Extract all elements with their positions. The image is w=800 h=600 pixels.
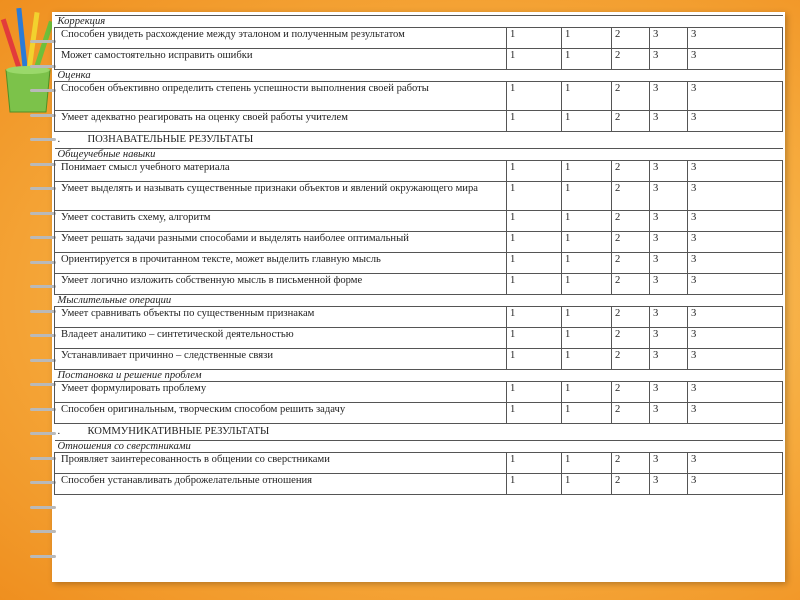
section-label: Общеучебные навыки bbox=[55, 149, 783, 161]
section-row bbox=[55, 16, 783, 28]
score-cell: 1 bbox=[507, 49, 562, 70]
score-cell: 1 bbox=[562, 182, 612, 211]
ring-binding bbox=[30, 334, 56, 337]
criterion-cell: Умеет формулировать проблему bbox=[55, 382, 507, 403]
ring-binding bbox=[30, 359, 56, 362]
score-cell: 2 bbox=[612, 82, 650, 111]
score-cell: 2 bbox=[612, 474, 650, 495]
score-cell: 3 bbox=[650, 349, 688, 370]
score-cell: 3 bbox=[688, 232, 783, 253]
score-cell: 1 bbox=[562, 453, 612, 474]
table-row bbox=[55, 453, 783, 474]
section-label: Отношения со сверстниками bbox=[55, 441, 783, 453]
criterion-cell: Умеет составить схему, алгоритм bbox=[55, 211, 507, 232]
score-cell: 2 bbox=[612, 274, 650, 295]
criterion-cell: Умеет выделять и называть существенные признаки объектов и явлений окружающего мира bbox=[55, 182, 507, 211]
score-cell: 1 bbox=[562, 82, 612, 111]
criterion-cell: Способен оригинальным, творческим способом решить задачу bbox=[55, 403, 507, 424]
score-cell: 1 bbox=[507, 274, 562, 295]
score-cell: 1 bbox=[507, 182, 562, 211]
score-cell: 1 bbox=[507, 111, 562, 132]
ring-binding bbox=[30, 212, 56, 215]
score-cell: 3 bbox=[650, 474, 688, 495]
ring-binding bbox=[30, 65, 56, 68]
section-label: Мыслительные операции bbox=[55, 295, 783, 307]
score-cell: 3 bbox=[688, 253, 783, 274]
table-row bbox=[55, 307, 783, 328]
score-cell: 2 bbox=[612, 161, 650, 182]
section-row bbox=[55, 295, 783, 307]
table-row bbox=[55, 111, 783, 132]
score-cell: 1 bbox=[562, 474, 612, 495]
score-cell: 3 bbox=[650, 403, 688, 424]
score-cell: 1 bbox=[562, 28, 612, 49]
score-cell: 3 bbox=[650, 382, 688, 403]
score-cell: 3 bbox=[650, 182, 688, 211]
category-heading-row bbox=[55, 424, 783, 441]
score-cell: 1 bbox=[507, 307, 562, 328]
table-row bbox=[55, 49, 783, 70]
score-cell: 1 bbox=[562, 403, 612, 424]
score-cell: 3 bbox=[688, 307, 783, 328]
ring-binding bbox=[30, 89, 56, 92]
score-cell: 3 bbox=[688, 274, 783, 295]
criterion-cell: Проявляет заинтересованность в общении со сверстниками bbox=[55, 453, 507, 474]
score-cell: 1 bbox=[507, 403, 562, 424]
score-cell: 3 bbox=[688, 111, 783, 132]
ring-binding bbox=[30, 383, 56, 386]
score-cell: 3 bbox=[688, 82, 783, 111]
ring-binding bbox=[30, 432, 56, 435]
score-cell: 2 bbox=[612, 28, 650, 49]
score-cell: 1 bbox=[507, 382, 562, 403]
heading-number: . bbox=[57, 426, 61, 437]
table-row bbox=[55, 382, 783, 403]
criterion-cell: Умеет адекватно реагировать на оценку своей работы учителем bbox=[55, 111, 507, 132]
ring-binding bbox=[30, 138, 56, 141]
score-cell: 3 bbox=[650, 232, 688, 253]
score-cell: 2 bbox=[612, 453, 650, 474]
table-row bbox=[55, 328, 783, 349]
criterion-cell: Способен устанавливать доброжелательные отношения bbox=[55, 474, 507, 495]
score-cell: 3 bbox=[650, 111, 688, 132]
score-cell: 1 bbox=[507, 161, 562, 182]
section-label: Оценка bbox=[55, 70, 783, 82]
score-cell: 1 bbox=[562, 253, 612, 274]
score-cell: 1 bbox=[562, 349, 612, 370]
score-cell: 3 bbox=[650, 211, 688, 232]
score-cell: 3 bbox=[650, 307, 688, 328]
score-cell: 2 bbox=[612, 307, 650, 328]
score-cell: 1 bbox=[562, 161, 612, 182]
criterion-cell: Ориентируется в прочитанном тексте, может выделить главную мысль bbox=[55, 253, 507, 274]
score-cell: 2 bbox=[612, 211, 650, 232]
score-cell: 2 bbox=[612, 111, 650, 132]
score-cell: 1 bbox=[507, 232, 562, 253]
section-row bbox=[55, 370, 783, 382]
ring-binding bbox=[30, 40, 56, 43]
score-cell: 2 bbox=[612, 328, 650, 349]
ring-binding bbox=[30, 457, 56, 460]
ring-binding bbox=[30, 481, 56, 484]
section-row bbox=[55, 149, 783, 161]
table-row bbox=[55, 161, 783, 182]
score-cell: 1 bbox=[507, 328, 562, 349]
category-heading bbox=[55, 132, 783, 149]
table-row bbox=[55, 474, 783, 495]
table-row bbox=[55, 253, 783, 274]
score-cell: 3 bbox=[688, 211, 783, 232]
score-cell: 1 bbox=[507, 474, 562, 495]
score-cell: 1 bbox=[562, 274, 612, 295]
criterion-cell: Понимает смысл учебного материала bbox=[55, 161, 507, 182]
category-heading bbox=[55, 424, 783, 441]
ring-binding bbox=[30, 506, 56, 509]
criterion-cell: Способен объективно определить степень успешности выполнения своей работы bbox=[55, 82, 507, 111]
score-cell: 2 bbox=[612, 349, 650, 370]
score-cell: 1 bbox=[562, 111, 612, 132]
score-cell: 1 bbox=[507, 82, 562, 111]
table-row bbox=[55, 403, 783, 424]
criterion-cell: Может самостоятельно исправить ошибки bbox=[55, 49, 507, 70]
score-cell: 2 bbox=[612, 253, 650, 274]
score-cell: 3 bbox=[688, 161, 783, 182]
ring-binding bbox=[30, 163, 56, 166]
ring-binding bbox=[30, 408, 56, 411]
score-cell: 1 bbox=[562, 382, 612, 403]
score-cell: 3 bbox=[688, 182, 783, 211]
score-cell: 3 bbox=[650, 274, 688, 295]
table-row bbox=[55, 82, 783, 111]
score-cell: 3 bbox=[650, 161, 688, 182]
category-heading-row bbox=[55, 132, 783, 149]
score-cell: 1 bbox=[507, 253, 562, 274]
score-cell: 3 bbox=[650, 49, 688, 70]
table-row bbox=[55, 274, 783, 295]
score-cell: 2 bbox=[612, 382, 650, 403]
section-row bbox=[55, 441, 783, 453]
score-cell: 2 bbox=[612, 232, 650, 253]
score-cell: 2 bbox=[612, 182, 650, 211]
score-cell: 1 bbox=[507, 211, 562, 232]
score-cell: 3 bbox=[688, 453, 783, 474]
table-row bbox=[55, 28, 783, 49]
score-cell: 3 bbox=[688, 328, 783, 349]
heading-label: КОММУНИКАТИВНЫЕ РЕЗУЛЬТАТЫ bbox=[87, 426, 270, 437]
score-cell: 3 bbox=[688, 28, 783, 49]
score-cell: 3 bbox=[650, 328, 688, 349]
score-cell: 3 bbox=[688, 349, 783, 370]
score-cell: 1 bbox=[507, 453, 562, 474]
ring-binding bbox=[30, 555, 56, 558]
score-cell: 1 bbox=[507, 28, 562, 49]
score-cell: 3 bbox=[650, 253, 688, 274]
criterion-cell: Устанавливает причинно – следственные связи bbox=[55, 349, 507, 370]
heading-number: . bbox=[57, 134, 61, 145]
ring-binding bbox=[30, 187, 56, 190]
score-cell: 3 bbox=[688, 474, 783, 495]
score-cell: 1 bbox=[562, 307, 612, 328]
ring-binding bbox=[30, 114, 56, 117]
score-cell: 3 bbox=[650, 28, 688, 49]
table-row bbox=[55, 182, 783, 211]
score-cell: 2 bbox=[612, 49, 650, 70]
criterion-cell: Владеет аналитико – синтетической деятельностью bbox=[55, 328, 507, 349]
ring-binding bbox=[30, 530, 56, 533]
heading-label: ПОЗНАВАТЕЛЬНЫЕ РЕЗУЛЬТАТЫ bbox=[87, 134, 254, 145]
score-cell: 3 bbox=[688, 382, 783, 403]
ring-binding bbox=[30, 310, 56, 313]
score-cell: 1 bbox=[507, 349, 562, 370]
results-table bbox=[54, 15, 783, 495]
score-cell: 1 bbox=[562, 211, 612, 232]
ring-binding bbox=[30, 236, 56, 239]
score-cell: 1 bbox=[562, 328, 612, 349]
table-row bbox=[55, 211, 783, 232]
section-label: Постановка и решение проблем bbox=[55, 370, 783, 382]
table-row bbox=[55, 349, 783, 370]
table-row bbox=[55, 232, 783, 253]
section-label: Коррекция bbox=[55, 16, 783, 28]
score-cell: 3 bbox=[688, 49, 783, 70]
ring-binding bbox=[30, 261, 56, 264]
score-cell: 2 bbox=[612, 403, 650, 424]
score-cell: 3 bbox=[688, 403, 783, 424]
score-cell: 3 bbox=[650, 82, 688, 111]
score-cell: 1 bbox=[562, 232, 612, 253]
score-cell: 1 bbox=[562, 49, 612, 70]
criterion-cell: Умеет сравнивать объекты по существенным признакам bbox=[55, 307, 507, 328]
criterion-cell: Способен увидеть расхождение между эталоном и полученным результатом bbox=[55, 28, 507, 49]
score-cell: 3 bbox=[650, 453, 688, 474]
criterion-cell: Умеет логично изложить собственную мысль в письменной форме bbox=[55, 274, 507, 295]
criterion-cell: Умеет решать задачи разными способами и выделять наиболее оптимальный bbox=[55, 232, 507, 253]
ring-binding bbox=[30, 285, 56, 288]
section-row bbox=[55, 70, 783, 82]
